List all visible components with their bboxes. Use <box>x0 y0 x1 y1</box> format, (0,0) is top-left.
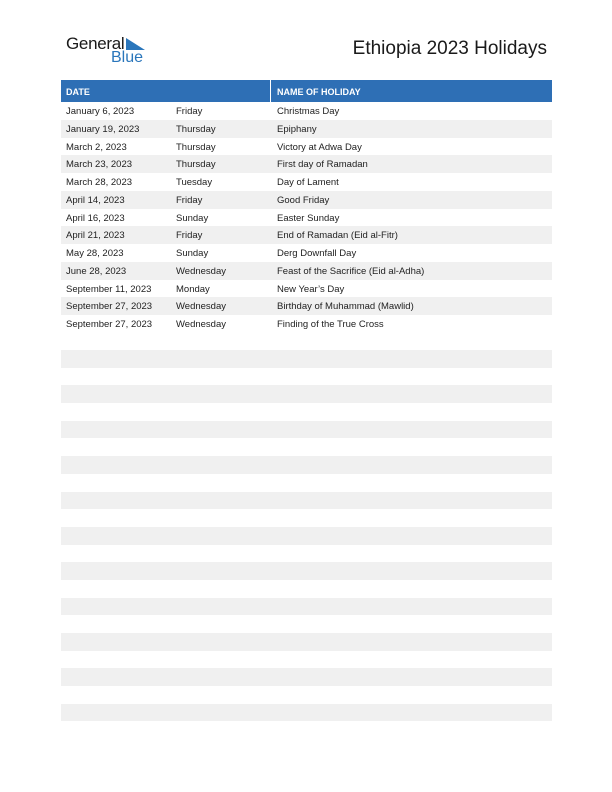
holiday-date: June 28, 2023 <box>66 265 127 277</box>
holiday-weekday: Friday <box>176 106 203 117</box>
holiday-name: Good Friday <box>277 194 330 206</box>
holiday-weekday: Wednesday <box>176 301 226 313</box>
holiday-date: April 16, 2023 <box>66 212 125 224</box>
holiday-name: Epiphany <box>277 123 317 135</box>
table-row <box>61 262 552 280</box>
holiday-weekday: Wednesday <box>176 319 226 330</box>
holiday-weekday: Tuesday <box>176 177 213 188</box>
holiday-date: April 14, 2023 <box>66 194 125 206</box>
holiday-date: March 28, 2023 <box>66 177 133 188</box>
holiday-table <box>61 80 552 333</box>
holiday-name: Birthday of Muhammad (Mawlid) <box>277 301 414 313</box>
table-row <box>61 297 552 315</box>
holiday-date: May 28, 2023 <box>66 248 124 259</box>
page-title: Ethiopia 2023 Holidays <box>352 38 547 59</box>
table-row <box>61 155 552 173</box>
holiday-weekday: Friday <box>176 194 203 206</box>
blank-row <box>61 492 552 510</box>
holiday-date: March 2, 2023 <box>66 141 127 153</box>
holiday-name: Victory at Adwa Day <box>277 141 362 153</box>
logo-general-text: General <box>66 34 125 53</box>
table-row <box>61 209 552 227</box>
holiday-weekday: Thursday <box>176 159 216 171</box>
blank-row <box>61 598 552 616</box>
blank-row <box>61 527 552 545</box>
holiday-name: Finding of the True Cross <box>277 319 384 330</box>
table-row <box>61 173 552 191</box>
table-row <box>61 102 552 120</box>
holiday-date: September 27, 2023 <box>66 319 153 330</box>
blank-row <box>61 421 552 439</box>
header-date: DATE <box>66 87 90 97</box>
blank-row <box>61 350 552 368</box>
blank-row <box>61 633 552 651</box>
holiday-weekday: Friday <box>176 230 203 242</box>
table-row <box>61 226 552 244</box>
table-row <box>61 280 552 298</box>
blank-rows <box>61 350 552 739</box>
holiday-name: Day of Lament <box>277 177 339 188</box>
holiday-date: September 11, 2023 <box>66 283 152 295</box>
holiday-name: End of Ramadan (Eid al-Fitr) <box>277 230 398 242</box>
table-header <box>61 80 552 102</box>
table-row <box>61 315 552 333</box>
holiday-weekday: Wednesday <box>176 265 226 277</box>
holiday-date: March 23, 2023 <box>66 159 133 171</box>
holiday-name: Christmas Day <box>277 106 340 117</box>
blank-row <box>61 562 552 580</box>
holiday-name: First day of Ramadan <box>277 159 368 171</box>
table-row <box>61 120 552 138</box>
holiday-name: Derg Downfall Day <box>277 248 357 259</box>
holiday-date: January 6, 2023 <box>66 106 135 117</box>
holiday-weekday: Thursday <box>176 141 216 153</box>
header-divider <box>270 80 271 102</box>
holiday-name: New Year’s Day <box>277 283 345 295</box>
header-holiday-name: NAME OF HOLIDAY <box>277 87 361 97</box>
table-row <box>61 191 552 209</box>
blank-row <box>61 456 552 474</box>
holiday-weekday: Sunday <box>176 212 209 224</box>
holiday-weekday: Monday <box>176 283 210 295</box>
blank-row <box>61 385 552 403</box>
holiday-name: Feast of the Sacrifice (Eid al-Adha) <box>277 265 425 277</box>
holiday-date: January 19, 2023 <box>66 123 140 135</box>
holiday-date: September 27, 2023 <box>66 301 153 313</box>
holiday-name: Easter Sunday <box>277 212 340 224</box>
holiday-date: April 21, 2023 <box>66 230 125 242</box>
table-row <box>61 244 552 262</box>
holiday-weekday: Thursday <box>176 123 216 135</box>
table-row <box>61 138 552 156</box>
logo-blue-text: Blue <box>111 49 144 66</box>
generalblue-logo <box>66 34 156 70</box>
holiday-weekday: Sunday <box>176 248 209 259</box>
blank-row <box>61 668 552 686</box>
blank-row <box>61 704 552 722</box>
